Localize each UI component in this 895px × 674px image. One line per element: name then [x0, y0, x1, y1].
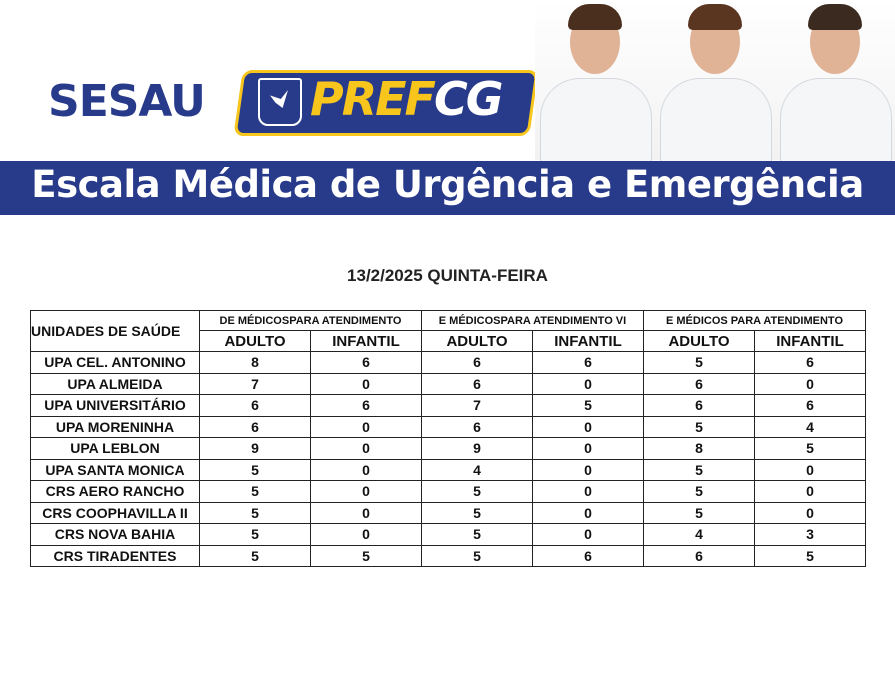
unit-name: CRS AERO RANCHO — [31, 481, 200, 503]
doctor-count: 5 — [644, 502, 755, 524]
doctor-count: 5 — [644, 459, 755, 481]
doctor-count: 3 — [755, 524, 866, 546]
sub-header: ADULTO — [644, 331, 755, 352]
sub-header: INFANTIL — [755, 331, 866, 352]
doctor-count: 7 — [200, 373, 311, 395]
table-row — [31, 524, 866, 546]
doctor-count: 0 — [311, 438, 422, 460]
doctor-count: 4 — [422, 459, 533, 481]
doctor-count: 0 — [311, 373, 422, 395]
doctor-count: 0 — [533, 438, 644, 460]
doctor-count: 8 — [200, 352, 311, 374]
table-row — [31, 502, 866, 524]
doctor-count: 5 — [644, 416, 755, 438]
unit-name: CRS TIRADENTES — [31, 545, 200, 567]
logo-pref: PREF — [310, 72, 434, 126]
doctor-count: 6 — [422, 352, 533, 374]
doctor-count: 0 — [311, 416, 422, 438]
doctor-count: 9 — [200, 438, 311, 460]
doctor-count: 0 — [311, 502, 422, 524]
doctor-count: 5 — [422, 502, 533, 524]
doctor-count: 0 — [533, 373, 644, 395]
doctor-count: 6 — [755, 352, 866, 374]
doctor-count: 6 — [422, 373, 533, 395]
doctor-count: 5 — [422, 481, 533, 503]
doctor-count: 5 — [200, 502, 311, 524]
unit-name: UPA LEBLON — [31, 438, 200, 460]
doctor-count: 6 — [533, 352, 644, 374]
doctors-photo — [535, 0, 895, 160]
doctor-count: 6 — [644, 373, 755, 395]
unit-name: UPA SANTA MONICA — [31, 459, 200, 481]
sesau-logo: SESAU — [48, 76, 205, 127]
unit-name: UPA UNIVERSITÁRIO — [31, 395, 200, 417]
schedule-table — [30, 310, 866, 567]
table-row — [31, 438, 866, 460]
doctor-count: 5 — [200, 459, 311, 481]
doctor-count: 6 — [644, 545, 755, 567]
doctor-count: 4 — [644, 524, 755, 546]
doctor-count: 0 — [533, 481, 644, 503]
doctor-figure — [780, 0, 890, 160]
unit-name: UPA CEL. ANTONINO — [31, 352, 200, 374]
group-header: DE MÉDICOSPARA ATENDIMENTO — [200, 311, 422, 331]
doctor-count: 6 — [644, 395, 755, 417]
doctor-count: 0 — [311, 481, 422, 503]
doctor-count: 5 — [200, 481, 311, 503]
table-row — [31, 481, 866, 503]
schedule-date: 13/2/2025 QUINTA-FEIRA — [347, 266, 548, 285]
table-row — [31, 373, 866, 395]
group-header: E MÉDICOSPARA ATENDIMENTO VI — [422, 311, 644, 331]
doctor-figure — [540, 0, 650, 160]
sub-header: INFANTIL — [311, 331, 422, 352]
doctor-count: 6 — [422, 416, 533, 438]
prefcg-logo-text — [310, 72, 502, 126]
sub-header: INFANTIL — [533, 331, 644, 352]
unit-name: CRS COOPHAVILLA II — [31, 502, 200, 524]
doctor-count: 0 — [533, 459, 644, 481]
doctor-count: 6 — [200, 395, 311, 417]
table-row — [31, 459, 866, 481]
table-row — [31, 545, 866, 567]
doctor-count: 6 — [311, 352, 422, 374]
table-row — [31, 416, 866, 438]
doctor-count: 0 — [755, 459, 866, 481]
unit-name: UPA ALMEIDA — [31, 373, 200, 395]
doctor-count: 6 — [200, 416, 311, 438]
page-title: Escala Médica de Urgência e Emergência — [31, 163, 864, 206]
doctor-count: 6 — [533, 545, 644, 567]
doctor-count: 0 — [755, 502, 866, 524]
doctor-count: 0 — [755, 481, 866, 503]
doctor-count: 5 — [311, 545, 422, 567]
doctor-figure — [660, 0, 770, 160]
doctor-count: 0 — [533, 416, 644, 438]
doctor-count: 0 — [755, 373, 866, 395]
doctor-count: 5 — [755, 545, 866, 567]
city-crest-icon — [258, 78, 302, 126]
doctor-count: 5 — [533, 395, 644, 417]
sub-header: ADULTO — [200, 331, 311, 352]
group-header: E MÉDICOS PARA ATENDIMENTO — [644, 311, 866, 331]
doctor-count: 5 — [644, 481, 755, 503]
doctor-count: 0 — [311, 459, 422, 481]
sub-header: ADULTO — [422, 331, 533, 352]
doctor-count: 6 — [755, 395, 866, 417]
doctor-count: 7 — [422, 395, 533, 417]
doctor-count: 4 — [755, 416, 866, 438]
doctor-count: 6 — [311, 395, 422, 417]
unit-header: UNIDADES DE SAÚDE — [31, 311, 200, 352]
unit-name: UPA MORENINHA — [31, 416, 200, 438]
doctor-count: 5 — [422, 545, 533, 567]
doctor-count: 5 — [200, 524, 311, 546]
doctor-count: 0 — [533, 502, 644, 524]
doctor-count: 0 — [311, 524, 422, 546]
doctor-count: 8 — [644, 438, 755, 460]
table-row — [31, 352, 866, 374]
table-row — [31, 395, 866, 417]
doctor-count: 5 — [644, 352, 755, 374]
doctor-count: 5 — [755, 438, 866, 460]
unit-name: CRS NOVA BAHIA — [31, 524, 200, 546]
logo-cg: CG — [433, 72, 502, 126]
doctor-count: 9 — [422, 438, 533, 460]
doctor-count: 5 — [422, 524, 533, 546]
doctor-count: 0 — [533, 524, 644, 546]
doctor-count: 5 — [200, 545, 311, 567]
